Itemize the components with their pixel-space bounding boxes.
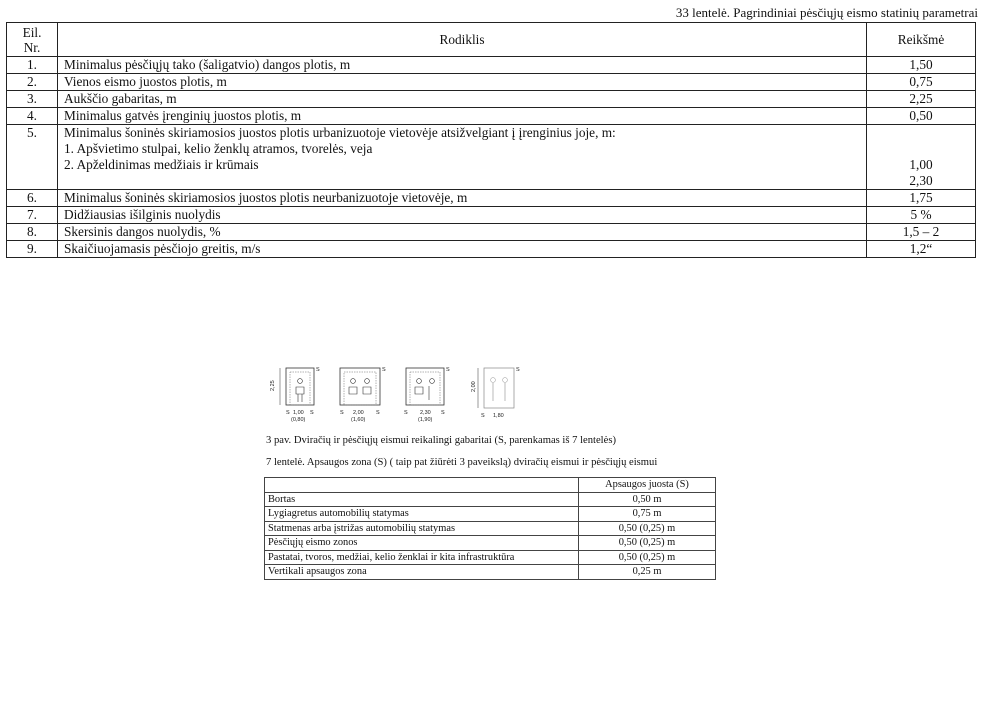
- table7-header: Apsaugos juosta (S): [579, 478, 716, 493]
- table33-header-row: [7, 23, 976, 57]
- height-label-1: 2,25: [270, 380, 276, 391]
- row-text-sub2: 2. Apželdinimas medžiais ir krūmais: [64, 157, 259, 172]
- s-label: S: [404, 410, 408, 416]
- row-value: 0,50 (0,25) m: [579, 521, 716, 536]
- s-label: S: [441, 410, 445, 416]
- row-value: 0,75 m: [579, 507, 716, 522]
- row-nr: 6.: [7, 190, 58, 207]
- panel-pedestrians: [471, 367, 520, 419]
- table-row: [265, 550, 716, 565]
- table33-caption: 33 lentelė. Pagrindiniai pėsčiųjų eismo statinių parametrai: [675, 5, 978, 20]
- row-value: 1,75: [867, 190, 976, 207]
- row-value: 0,50 (0,25) m: [579, 536, 716, 551]
- row-value: 5 %: [867, 207, 976, 224]
- width-label-1: 1,00: [293, 410, 304, 416]
- figure-caption: 3 pav. Dviračių ir pėsčiųjų eismui reikalingi gabaritai (S, parenkamas iš 7 lentelės): [266, 435, 616, 446]
- width-label-2: 2,00: [353, 410, 364, 416]
- s-label: S: [382, 367, 386, 373]
- table-row: [7, 57, 976, 74]
- table-row: [265, 507, 716, 522]
- table-row: [265, 492, 716, 507]
- s-label: S: [316, 367, 320, 373]
- row-nr: 8.: [7, 224, 58, 241]
- row-nr: 7.: [7, 207, 58, 224]
- table-row: [7, 91, 976, 108]
- header-nr: Eil. Nr.: [7, 23, 58, 57]
- width-label-2b: (1,60): [351, 417, 366, 423]
- panel-mixed: [404, 367, 450, 423]
- row-value: 1,5 – 2: [867, 224, 976, 241]
- row-value: 1,2“: [867, 241, 976, 258]
- row-label: Bortas: [265, 492, 579, 507]
- height-label-2: 2,00: [471, 381, 477, 392]
- table-row: [265, 536, 716, 551]
- table-row: [7, 125, 976, 190]
- row-text: Minimalus pėsčiųjų tako (šaligatvio) dangos plotis, m: [58, 57, 867, 74]
- row-nr: 9.: [7, 241, 58, 258]
- table-row: [7, 190, 976, 207]
- width-label-3b: (1,90): [418, 417, 433, 423]
- row-nr: 4.: [7, 108, 58, 125]
- s-label: S: [376, 410, 380, 416]
- row-text: Aukščio gabaritas, m: [58, 91, 867, 108]
- s-label: S: [310, 410, 314, 416]
- s-label: S: [481, 413, 485, 419]
- width-label-1b: (0,80): [291, 417, 306, 423]
- header-value: Reikšmė: [867, 23, 976, 57]
- table7-header-empty: [265, 478, 579, 493]
- row-value: 0,50: [867, 108, 976, 125]
- table-row: [7, 108, 976, 125]
- table-row: [7, 224, 976, 241]
- row-text: Didžiausias išilginis nuolydis: [58, 207, 867, 224]
- row-text-sub1: 1. Apšvietimo stulpai, kelio ženklų atramos, tvorelės, veja: [64, 141, 373, 156]
- table7: [264, 477, 716, 580]
- width-label-4: 1,80: [493, 413, 504, 419]
- s-label: S: [446, 367, 450, 373]
- row-nr: 3.: [7, 91, 58, 108]
- table-row: [265, 521, 716, 536]
- row-text: Skaičiuojamasis pėsčiojo greitis, m/s: [58, 241, 867, 258]
- row-label: Lygiagretus automobilių statymas: [265, 507, 579, 522]
- table-row: [7, 74, 976, 91]
- row-text-main: Minimalus šoninės skiriamosios juostos plotis urbanizuotoje vietovėje atsižvelgiant į įrenginius joje, m:: [64, 125, 616, 140]
- row-value: 0,25 m: [579, 565, 716, 580]
- s-label: S: [340, 410, 344, 416]
- row-value-2: 2,30: [909, 173, 933, 188]
- row-text: [58, 125, 867, 190]
- clearance-figure: [264, 364, 544, 430]
- row-value: 1,50: [867, 57, 976, 74]
- row-value: 2,25: [867, 91, 976, 108]
- row-text: Minimalus gatvės įrenginių juostos plotis, m: [58, 108, 867, 125]
- row-text: Vienos eismo juostos plotis, m: [58, 74, 867, 91]
- table33: [6, 22, 976, 258]
- row-nr: 5.: [7, 125, 58, 190]
- row-label: Statmenas arba įstrižas automobilių statymas: [265, 521, 579, 536]
- row-value: 0,75: [867, 74, 976, 91]
- table-row: [265, 565, 716, 580]
- table7-header-row: [265, 478, 716, 493]
- row-nr: 1.: [7, 57, 58, 74]
- width-label-3: 2,30: [420, 410, 431, 416]
- s-label: S: [516, 367, 520, 373]
- panel-cyclist-single: [270, 367, 320, 423]
- row-label: Vertikali apsaugos zona: [265, 565, 579, 580]
- table-row: [7, 207, 976, 224]
- row-label: Pastatai, tvoros, medžiai, kelio ženklai ir kita infrastruktūra: [265, 550, 579, 565]
- panel-cyclist-double: [340, 367, 386, 423]
- row-value: [867, 125, 976, 190]
- row-nr: 2.: [7, 74, 58, 91]
- row-label: Pėsčiųjų eismo zonos: [265, 536, 579, 551]
- row-value-1: 1,00: [909, 157, 933, 172]
- table-row: [7, 241, 976, 258]
- row-value: 0,50 m: [579, 492, 716, 507]
- header-indicator: Rodiklis: [58, 23, 867, 57]
- table7-caption: 7 lentelė. Apsaugos zona (S) ( taip pat žiūrėti 3 paveikslą) dviračių eismui ir pėsčiųjų eismui: [266, 457, 658, 468]
- row-text: Minimalus šoninės skiriamosios juostos plotis neurbanizuotoje vietovėje, m: [58, 190, 867, 207]
- row-text: Skersinis dangos nuolydis, %: [58, 224, 867, 241]
- row-value: 0,50 (0,25) m: [579, 550, 716, 565]
- s-label: S: [286, 410, 290, 416]
